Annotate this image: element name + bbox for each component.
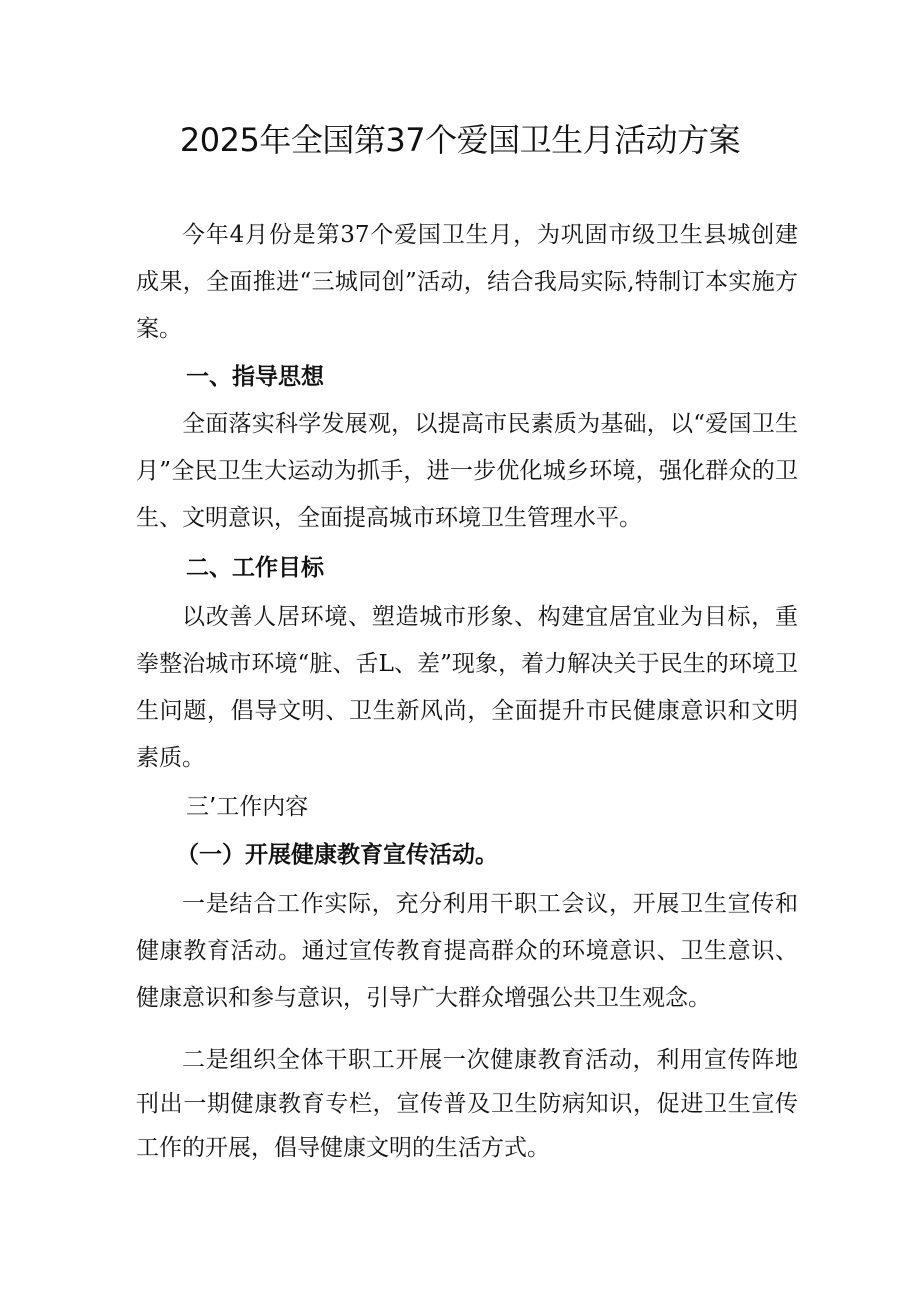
section-2-heading: 二、工作目标 [186, 555, 324, 581]
page-title: 2025年全国第37个爱国卫生月活动方案 [179, 121, 741, 159]
section-1-body: 全面落实科学发展观，以提高市民素质为基础，以“爱国卫生月”全民卫生大运动为抓手，进一步优化城乡环境，强化群众的卫生、文明意识，全面提高城市环境卫生管理水平。 [136, 411, 798, 531]
section-1-heading: 一、指导思想 [186, 364, 324, 390]
intro-paragraph: 今年4月份是第37个爱国卫生月，为巩固市级卫生县城创建成果，全面推进“三城同创”活动，结合我局实际,特制订本实施方案。 [136, 222, 798, 342]
subsection-1-heading: （一）开展健康教育宣传活动。 [176, 842, 498, 868]
subsection-1-paragraph-1: 一是结合工作实际，充分利用干职工会议，开展卫生宣传和健康教育活动。通过宣传教育提高群众的环境意识、卫生意识、健康意识和参与意识，引导广大群众增强公共卫生观念。 [136, 891, 798, 1011]
subsection-1-paragraph-2: 二是组织全体干职工开展一次健康教育活动，利用宣传阵地刊出一期健康教育专栏，宣传普及卫生防病知识，促进卫生宣传工作的开展，倡导健康文明的生活方式。 [136, 1047, 798, 1161]
section-2-body: 以改善人居环境、塑造城市形象、构建宜居宜业为目标，重拳整治城市环境“脏、舌L、差”现象，着力解决关于民生的环境卫生问题，倡导文明、卫生新风尚，全面提升市民健康意识和文明素质。 [136, 604, 798, 771]
section-3-heading: 三’工作内容 [186, 794, 309, 820]
